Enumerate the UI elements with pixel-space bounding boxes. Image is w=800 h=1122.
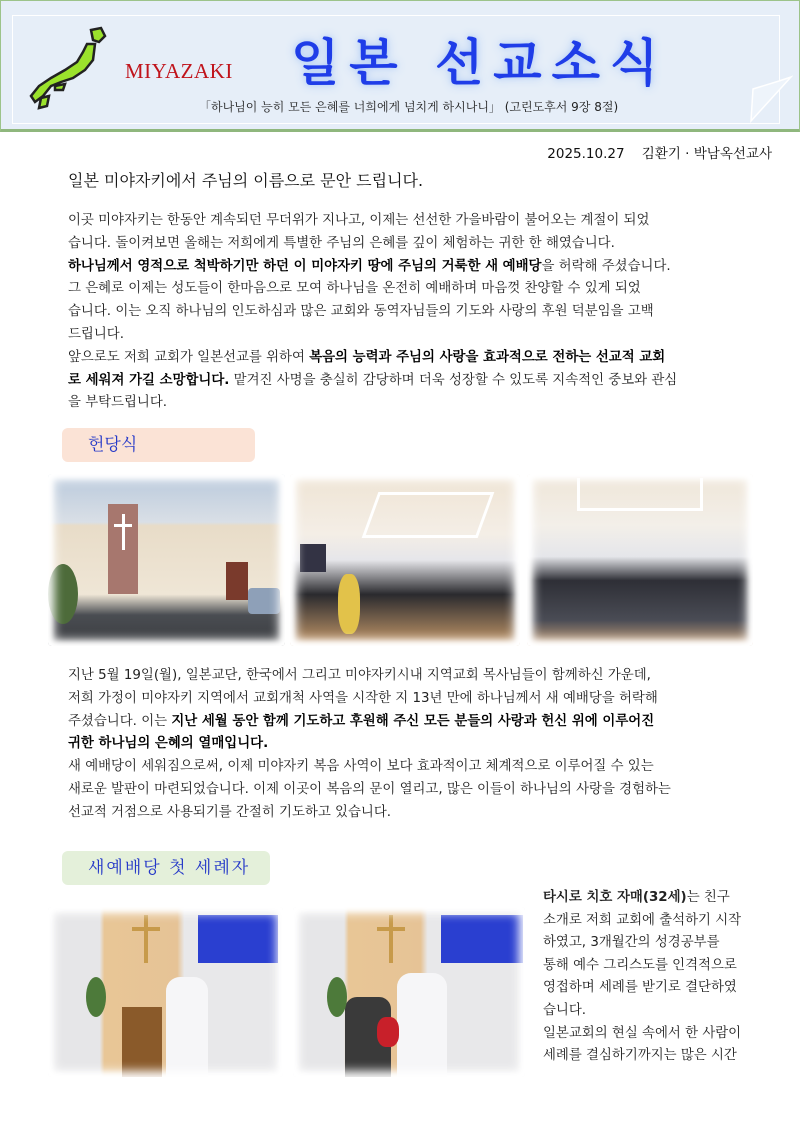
section-heading-baptism: 새예배당 첫 세례자 <box>62 851 270 885</box>
text-line <box>68 278 677 301</box>
text-line <box>68 324 677 347</box>
text: 습니다. 돌이켜보면 올해는 저희에게 특별한 주님의 은혜를 깊이 체험하는 귀한 한 해였습니다. <box>68 235 615 251</box>
dedication-paragraph <box>68 665 671 825</box>
text: 새로운 발판이 마련되었습니다. 이제 이곳이 복음의 문이 열리고, 많은 이들이 하나님의 사랑을 경험하는 <box>68 781 671 797</box>
bold-text: 지난 세월 동안 함께 기도하고 후원해 주신 모든 분들의 사랑과 헌신 위에 이루어진 <box>171 713 655 729</box>
text: 는 친구 <box>686 890 730 905</box>
text-line <box>543 977 741 1000</box>
text: 소개로 저희 교회에 출석하기 시작 <box>543 912 742 928</box>
text: 선교적 거점으로 사용되기를 간절히 기도하고 있습니다. <box>68 804 392 820</box>
text: 하였고, 3개월간의 성경공부를 <box>543 935 720 951</box>
bold-text: 타시로 치호 자매(32세) <box>543 890 687 905</box>
text-line <box>543 887 741 910</box>
text-line <box>543 910 741 933</box>
section-heading-dedication: 헌당식 <box>62 428 255 462</box>
text: 통해 예수 그리스도를 인격적으로 <box>543 957 737 973</box>
text: 습니다. <box>543 1002 587 1018</box>
dedication-ceremony-photo <box>290 474 520 646</box>
text-line <box>543 1000 741 1023</box>
text-line <box>543 1045 741 1068</box>
japan-map-icon <box>21 26 121 111</box>
text: 앞으로도 저희 교회가 일본선교를 위하여 <box>68 349 310 365</box>
text: 일본교회의 현실 속에서 한 사람이 <box>543 1025 742 1041</box>
region-label: MIYAZAKI <box>125 59 233 83</box>
text-line <box>68 370 677 393</box>
text-line <box>543 932 741 955</box>
issue-date: 2025.10.27 <box>547 146 625 162</box>
church-exterior-photo <box>48 474 285 646</box>
text: 영접하며 세례를 받기로 결단하였 <box>543 980 737 996</box>
text: 을 허락해 주셨습니다. <box>541 258 671 274</box>
text: 맡겨진 사명을 충실히 감당하며 더욱 성장할 수 있도록 지속적인 중보와 관심 <box>229 372 678 388</box>
text: 을 부탁드립니다. <box>68 395 168 411</box>
text-line <box>68 665 671 688</box>
bold-text: 복음의 능력과 주님의 사랑을 효과적으로 전하는 선교적 교회 <box>309 349 666 365</box>
text-line <box>543 955 741 978</box>
baptism-photo <box>48 907 283 1077</box>
text-line <box>68 802 671 825</box>
baptism-story <box>543 887 741 1068</box>
page-curl-icon <box>749 75 793 123</box>
text: 이곳 미야자키는 한동안 계속되던 무더위가 지나고, 이제는 선선한 가을바람이 불어오는 계절이 되었 <box>68 213 650 228</box>
text: 세례를 결심하기까지는 많은 시간 <box>543 1048 737 1064</box>
text: 드립니다. <box>68 326 124 342</box>
text: 주셨습니다. 이는 <box>68 713 172 729</box>
text-line <box>68 688 671 711</box>
authors: 김환기 · 박남옥선교사 <box>641 146 772 162</box>
text: 지난 5월 19일(월), 일본교단, 한국에서 그리고 미야자키시내 지역교회 목사님들이 함께하신 가운데, <box>68 668 651 683</box>
text-line <box>68 256 677 279</box>
text: 새 예배당이 세워짐으로써, 이제 미야자키 복음 사역이 보다 효과적이고 체계적으로 이루어질 수 있는 <box>68 759 654 775</box>
text-line <box>543 1023 741 1046</box>
text-line <box>68 233 677 256</box>
text-line <box>68 392 677 415</box>
text-line <box>68 756 671 779</box>
bold-text: 로 세워져 가길 소망합니다. <box>68 372 230 388</box>
bold-text: 하나님께서 영적으로 척박하기만 하던 이 미야자키 땅에 주님의 거룩한 새 예배당 <box>68 258 542 274</box>
congregation-photo <box>527 474 753 646</box>
newsletter-header <box>0 0 800 132</box>
newsletter-title: 일본 선교소식 <box>291 34 669 92</box>
issue-meta <box>547 142 772 162</box>
greeting: 일본 미야자키에서 주님의 이름으로 문안 드립니다. <box>68 171 424 190</box>
text-line <box>68 711 671 734</box>
intro-paragraph <box>68 210 677 415</box>
text-line <box>68 733 671 756</box>
baptism-portrait-photo <box>293 907 525 1077</box>
text-line <box>68 210 677 233</box>
bold-text: 귀한 하나님의 은혜의 열매입니다. <box>68 736 269 752</box>
text: 그 은혜로 이제는 성도들이 한마음으로 모여 하나님을 온전히 예배하며 마음껏 찬양할 수 있게 되었 <box>68 281 641 297</box>
bible-verse: 「하나님이 능히 모든 은혜를 너희에게 넘치게 하시나니」 (고린도후서 9장 8절) <box>199 100 619 114</box>
text-line <box>68 779 671 802</box>
text-line <box>68 301 677 324</box>
text: 습니다. 이는 오직 하나님의 인도하심과 많은 교회와 동역자님들의 기도와 사랑의 후원 덕분임을 고백 <box>68 304 654 320</box>
text-line <box>68 347 677 370</box>
text: 저희 가정이 미야자키 지역에서 교회개척 사역을 시작한 지 13년 만에 하나님께서 새 예배당을 허락해 <box>68 690 658 706</box>
